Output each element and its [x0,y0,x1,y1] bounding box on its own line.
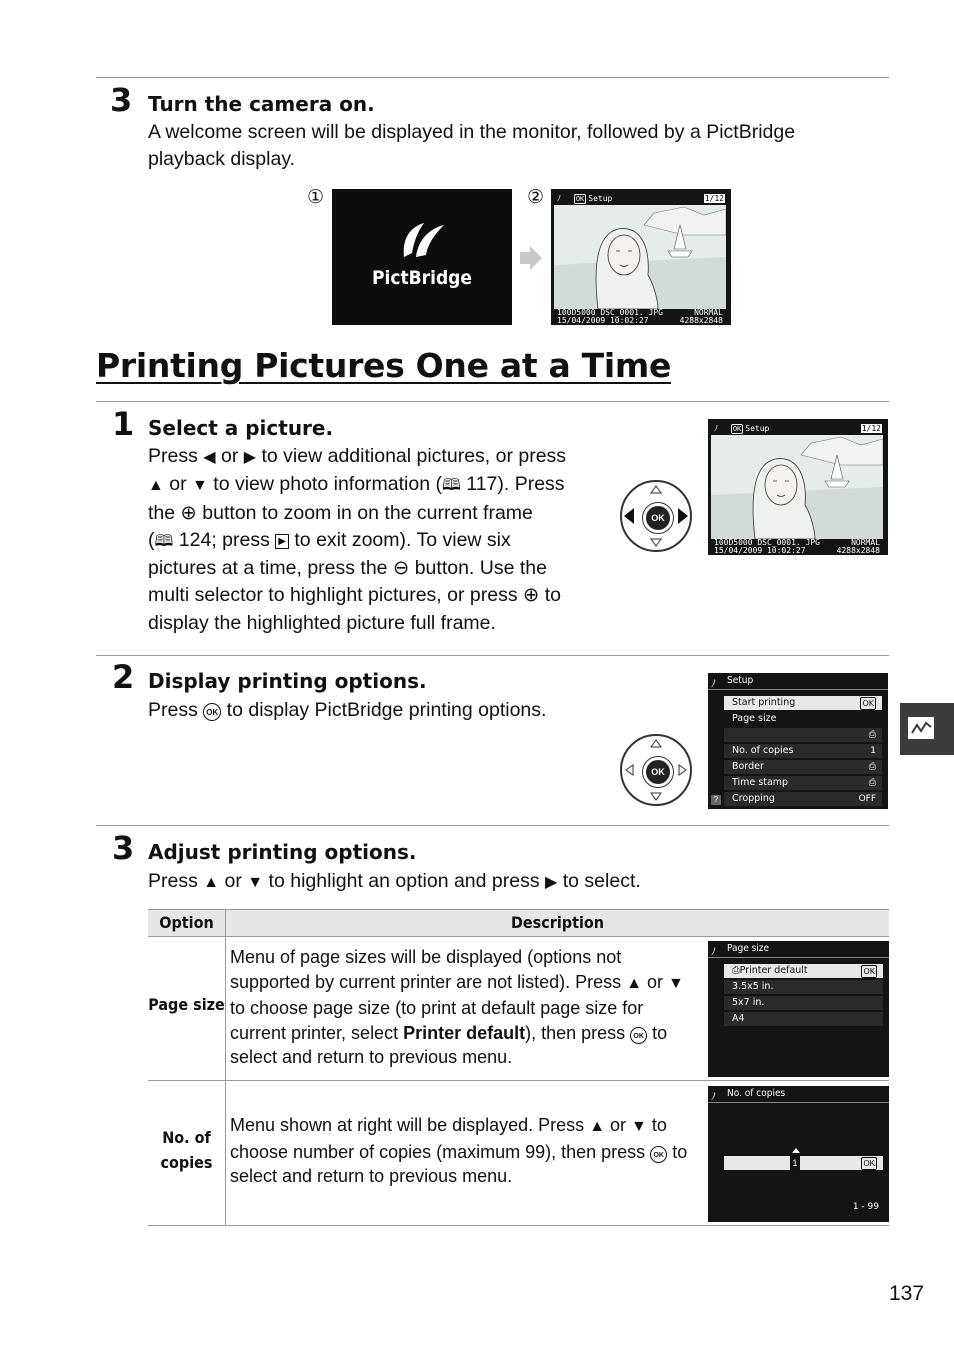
multi-selector-ok [620,734,692,806]
portrait-photo-icon [554,205,726,309]
right-arrow-icon: ▶ [545,874,558,891]
quality: NORMAL [694,308,723,317]
datetime: 15/04/2009 10:02:27 [714,546,806,555]
menu-title: ﾉ Setup [708,673,888,690]
ok-badge: OK [575,195,585,203]
image-size: 4288x2848 [836,546,880,555]
step1-text: Press ◀ or ▶ to view additional pictures, or press ▲ or ▼ to view photo information (🕮 117). Press the ⊕ button to zoom in on the current frame (🕮 124; press ▶ to exit zoom). To view six pictures at a time, press the ⊖ button. Use the multi selector to highlight pictures, or press ⊕ to display the highlighted picture full frame. [148,445,567,634]
description-page-size: Menu of page sizes will be displayed (options not supported by current printer are not listed). Press ▲ or ▼ to choose page size (to print at default page size for current printer, select Printer default), then press OK to select and return to previous menu. [230,947,684,1068]
pictbridge-icon: ﾉ [711,1092,716,1103]
multi-selector-left-right [620,480,692,552]
marker-2: ② [527,187,545,208]
welcome-screen [332,189,512,325]
book-icon: 🕮 [442,477,461,495]
playback-screen-step1 [708,419,888,555]
zoom-in-icon: ⊕ [523,584,540,607]
marker-1: ① [307,187,325,208]
pictbridge-logo-icon [332,189,512,325]
menu-item-cropping[interactable]: Cropping OFF [724,792,882,806]
playback-button-icon: ▶ [275,534,289,549]
menu-item-start-printing[interactable]: Start printing OK [724,696,882,710]
down-arrow-icon: ▼ [247,874,264,891]
pictbridge-icon: ﾉ [714,424,718,433]
right-arrow-icon: ▶ [243,449,257,466]
step2-rule [96,655,889,656]
pictbridge-icon: ﾉ [557,194,561,203]
menu-item-printer-default[interactable]: ⎙Printer default OK [724,964,883,978]
chapter-tab [900,703,954,755]
photo [554,205,726,309]
thumbnail-button-icon: ⊖ [392,557,410,580]
up-arrow-icon: ▲ [148,477,164,495]
folder-file: 100D5000 DSC_0001. JPG [557,308,663,317]
option-page-size: Page size [148,995,225,1014]
image-size: 4288x2848 [679,316,723,325]
page-size-menu-screen [708,941,889,1077]
down-arrow-icon: ▼ [192,477,208,495]
setup-label: Setup [588,194,613,203]
copies-menu-screen [708,1086,889,1222]
help-icon: ? [711,795,721,805]
pictbridge-icon: ﾉ [711,679,716,690]
menu-item-time-stamp[interactable]: Time stamp ⎙ [724,776,882,790]
step3-rule [96,825,889,826]
frame-counter: 1/12 [704,194,724,203]
title-rule [96,401,889,402]
arrow-right-icon [518,244,544,272]
step-heading: Turn the camera on. [148,92,375,116]
option-no-of-copies: No. of copies [160,1128,213,1172]
increment-arrow-icon[interactable] [792,1148,800,1153]
left-arrow-icon: ◀ [203,449,216,466]
multi-selector-arrows-icon [620,734,692,806]
description-no-of-copies: Menu shown at right will be displayed. Press ▲ or ▼ to choose number of copies (maximum 99), then press OK to select and return to previous menu. [230,1115,688,1187]
down-arrow-icon: ▼ [668,974,684,992]
header-description: Description [510,913,605,932]
step-number: 3 [110,81,133,119]
menu-item-page-size[interactable]: Page size [732,713,777,724]
step1-heading: Select a picture. [148,416,334,440]
ok-badge: OK [863,1159,875,1168]
menu-title: ﾉ No. of copies [708,1086,889,1103]
table-row [148,1081,889,1226]
menu-title: ﾉ Page size [708,941,889,958]
up-arrow-icon: ▲ [203,874,220,891]
ok-button-icon: OK [646,760,670,784]
up-arrow-icon: ▲ [626,974,643,992]
ok-button-icon: OK [650,1146,667,1163]
step2-text: Press OK to display PictBridge printing options. [148,699,547,721]
step3-text: Press ▲ or ▼ to highlight an option and press ▶ to select. [148,870,641,892]
options-table [148,909,889,1226]
menu-item-no-of-copies[interactable]: No. of copies 1 [724,744,882,758]
connection-icon [900,703,954,755]
table-row [148,937,889,1081]
copies-value: 1 [790,1156,800,1170]
page-number: 137 [889,1282,925,1305]
ok-button-icon: OK [630,1027,647,1044]
menu-item-a4[interactable]: A4 [724,1012,883,1026]
welcome-logo-text: PictBridge [371,267,473,289]
setup-label: Setup [745,424,770,433]
book-icon: 🕮 [154,532,174,550]
top-rule [96,77,889,78]
menu-item-border[interactable]: Border ⎙ [724,760,882,774]
step-text: A welcome screen will be displayed in the monitor, followed by a PictBridge playback display. [148,121,796,171]
step3-heading: Adjust printing options. [148,840,417,864]
step2-number: 2 [112,658,135,696]
portrait-photo-icon [711,435,883,539]
datetime: 15/04/2009 10:02:27 [557,316,649,325]
step1-number: 1 [112,405,135,443]
down-arrow-icon: ▼ [631,1118,647,1135]
quality: NORMAL [851,538,880,547]
photo [711,435,883,539]
menu-item-5x7[interactable]: 5x7 in. [724,996,883,1010]
header-option: Option [159,913,214,932]
ok-button-icon: OK [646,506,670,530]
frame-counter: 1/12 [861,424,881,433]
up-arrow-icon: ▲ [589,1118,606,1135]
playback-screen [551,189,731,325]
pictbridge-icon: ﾉ [711,947,716,958]
multi-selector-arrows-icon [620,480,692,552]
setup-menu-screen [708,673,888,809]
folder-file: 100D5000 DSC_0001. JPG [714,538,820,547]
menu-item-page-size-value[interactable]: ⎙ [724,728,882,742]
ok-badge: OK [732,425,742,433]
menu-item-3-5x5[interactable]: 3.5x5 in. [724,980,883,994]
step3-number: 3 [112,829,135,867]
page-title: Printing Pictures One at a Time [96,346,672,385]
ok-button-icon: OK [203,703,221,721]
copies-stepper[interactable] [724,1156,883,1170]
copies-range: 1 - 99 [852,1202,879,1212]
step2-heading: Display printing options. [148,669,427,693]
playback-header [557,194,612,204]
zoom-in-icon: ⊕ [180,501,197,524]
playback-header [714,424,769,434]
table-header [148,909,889,937]
